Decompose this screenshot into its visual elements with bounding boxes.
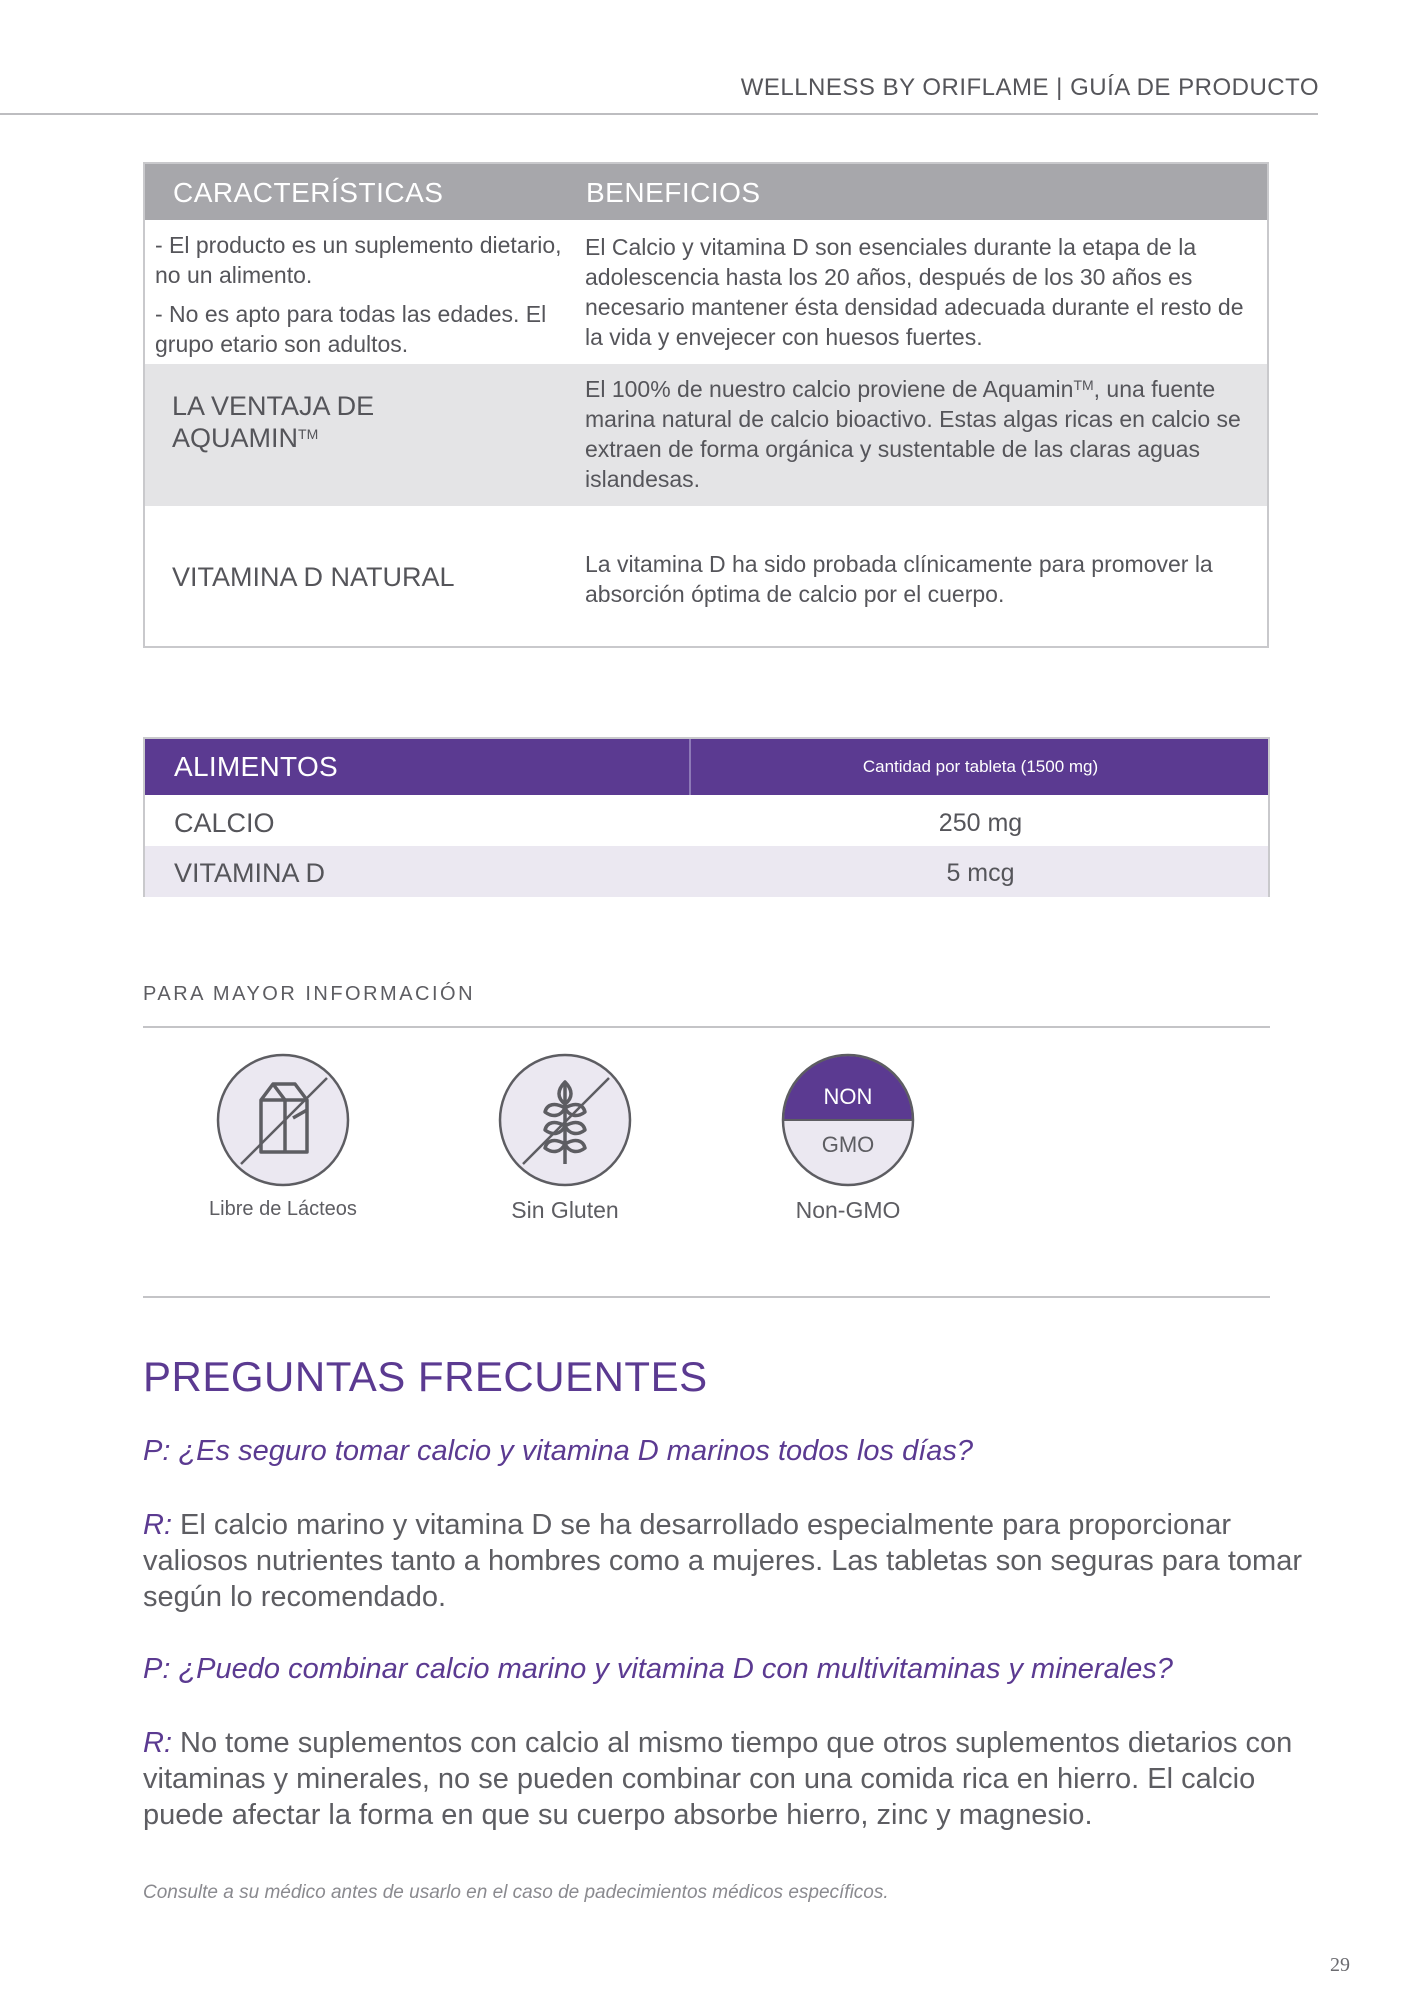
non-gmo-text-bottom: GMO bbox=[821, 1132, 875, 1157]
disclaimer: Consulte a su médico antes de usarlo en el caso de padecimientos médicos específicos. bbox=[143, 1882, 889, 1903]
benefit-text bbox=[585, 374, 1255, 494]
page-number: 29 bbox=[1330, 1954, 1350, 1976]
answer-text: No tome suplementos con calcio al mismo tiempo que otros suplementos dietarios con vitaminas y minerales, no se pueden combinar con una comida rica en hierro. El calcio puede afectar la forma en que su cuerpo absorbe hierro, zinc y magnesio. bbox=[143, 1727, 1293, 1831]
row-label-line bbox=[172, 422, 374, 454]
page-header-title: WELLNESS BY ORIFLAME | GUÍA DE PRODUCTO bbox=[740, 74, 1319, 101]
table-header bbox=[145, 164, 1267, 220]
answer-lead: R: bbox=[143, 1509, 172, 1541]
feature-item: - El producto es un suplemento dietario, no un alimento. bbox=[155, 232, 562, 288]
badge-label: Sin Gluten bbox=[511, 1197, 619, 1223]
faq-title: PREGUNTAS FRECUENTES bbox=[143, 1353, 708, 1400]
gluten-free-icon bbox=[497, 1052, 633, 1188]
faq-question: P: ¿Puedo combinar calcio marino y vitamina D con multivitaminas y minerales? bbox=[143, 1653, 1173, 1685]
column-header-amount: Cantidad por tableta (1500 mg) bbox=[862, 757, 1099, 776]
nutrient-amount: 250 mg bbox=[938, 809, 1023, 837]
features-benefits-table bbox=[143, 162, 1269, 648]
dairy-free-icon bbox=[215, 1052, 351, 1188]
benefit-text: El Calcio y vitamina D son esenciales durante la etapa de la adolescencia hasta los 20 años, después de los 30 años es necesario mantener ésta densidad adecuada durante el resto de la vida y envejecer con huesos fuertes. bbox=[585, 234, 1244, 350]
faq-answer bbox=[143, 1725, 1333, 1833]
non-gmo-text-top: NON bbox=[823, 1084, 873, 1109]
header-divider bbox=[0, 113, 1318, 115]
answer-lead: R: bbox=[143, 1727, 172, 1759]
more-info-title: PARA MAYOR INFORMACIÓN bbox=[143, 983, 476, 1005]
column-header-food: ALIMENTOS bbox=[174, 751, 339, 782]
row-label-line: LA VENTAJA DE bbox=[172, 391, 375, 421]
nutrient-name: VITAMINA D bbox=[174, 858, 326, 888]
nutrient-name: CALCIO bbox=[174, 808, 275, 838]
benefit-text: La vitamina D ha sido probada clínicamente para promover la absorción óptima de calcio por el cuerpo. bbox=[585, 551, 1213, 607]
faq-answer bbox=[143, 1507, 1333, 1615]
nutrition-table bbox=[143, 737, 1270, 897]
section-divider bbox=[143, 1296, 1270, 1298]
trademark-mark: TM bbox=[1073, 377, 1094, 393]
row-label-vitamin-d: VITAMINA D NATURAL bbox=[172, 562, 455, 592]
answer-text: El calcio marino y vitamina D se ha desarrollado especialmente para proporcionar valiosos nutrientes tanto a hombres como a mujeres. Las tabletas son seguras para tomar según lo recomendado. bbox=[143, 1509, 1302, 1613]
nutrient-amount: 5 mcg bbox=[946, 859, 1015, 887]
section-divider bbox=[143, 1026, 1270, 1028]
badge-label: Non-GMO bbox=[795, 1197, 901, 1223]
feature-item: - No es apto para todas las edades. El grupo etario son adultos. bbox=[155, 301, 547, 357]
column-header-benefits: BENEFICIOS bbox=[586, 177, 761, 208]
column-header-features: CARACTERÍSTICAS bbox=[173, 177, 444, 208]
non-gmo-icon bbox=[780, 1052, 916, 1188]
row-label-aquamin bbox=[172, 390, 374, 454]
faq-question: P: ¿Es seguro tomar calcio y vitamina D marinos todos los días? bbox=[143, 1435, 974, 1467]
benefit-text-part: El 100% de nuestro calcio proviene de Aquamin bbox=[585, 376, 1074, 402]
aquamin-word: AQUAMIN bbox=[172, 423, 299, 453]
badge-label: Libre de Lácteos bbox=[209, 1198, 357, 1220]
trademark-mark: TM bbox=[298, 426, 319, 442]
benefit-text-part: , una fuente marina natural de calcio bioactivo. Estas algas ricas en calcio se extraen de forma orgánica y sustentable de las claras aguas islandesas. bbox=[585, 376, 1241, 492]
